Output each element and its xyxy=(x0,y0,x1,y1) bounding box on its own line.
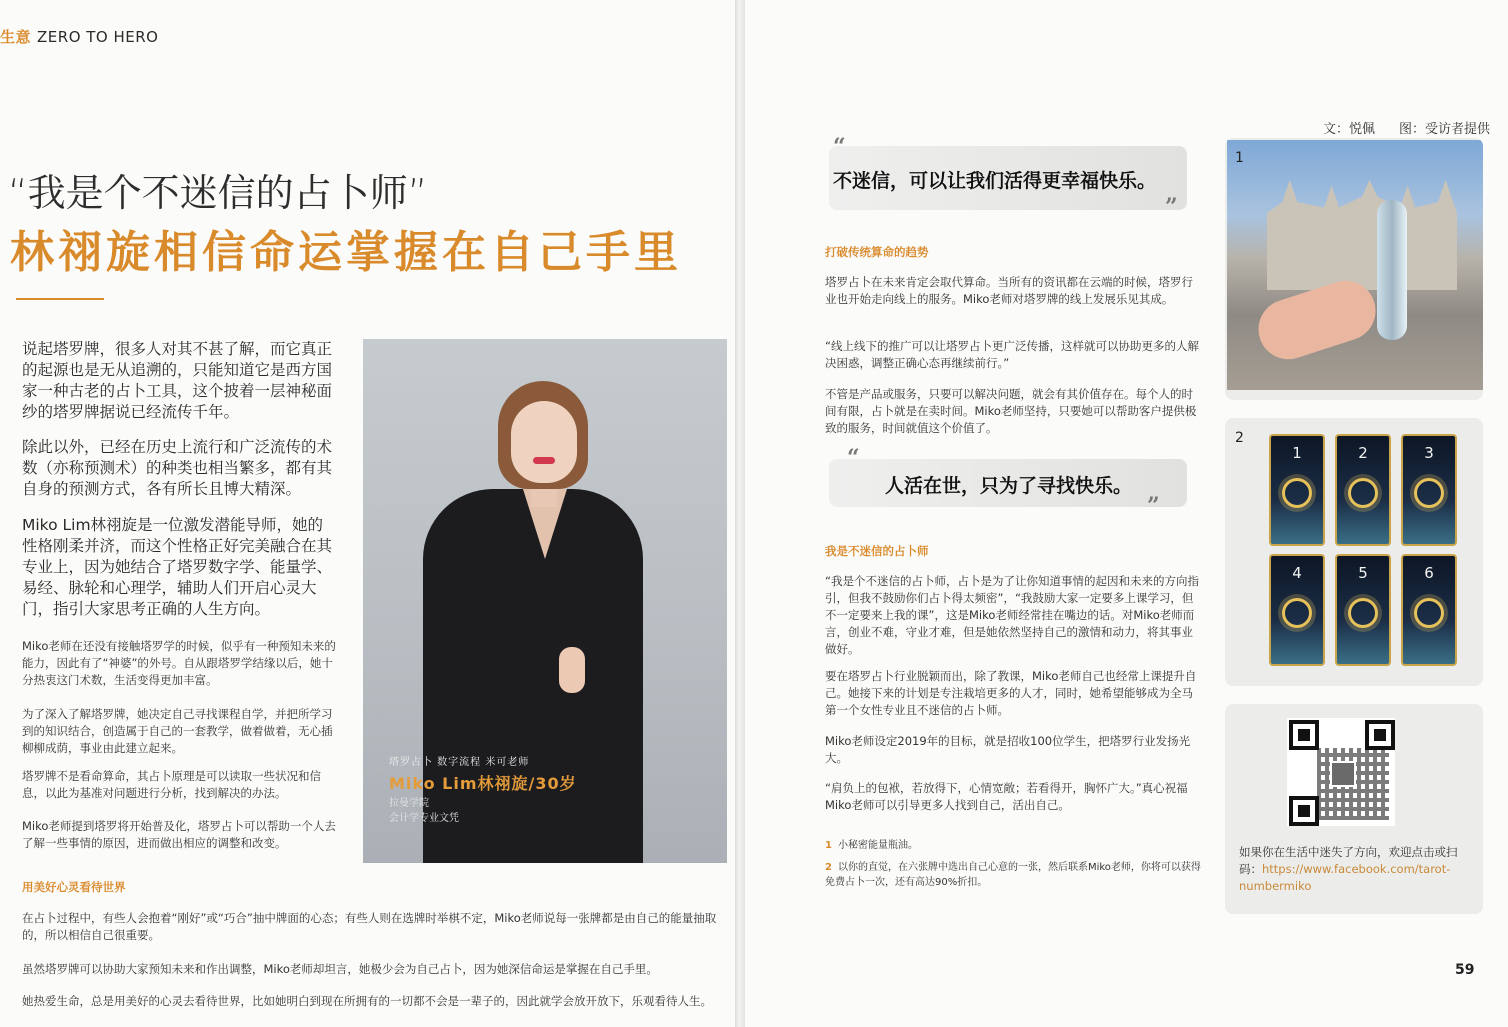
photo-credit: 图：受访者提供 xyxy=(1399,122,1491,137)
wide-paragraph: 虽然塔罗牌可以协助大家预知未来和作出调整，Miko老师却坦言，她极少会为自己占卜，因为她深信命运是掌握在自己手里。 xyxy=(22,962,658,976)
body-paragraph: 为了深入了解塔罗牌，她决定自己寻找课程自学，并把所学习到的知识结合，创造属于自己的一套教学，做着做着，无心插柳柳成荫，事业由此建立起来。 xyxy=(22,707,333,755)
headline-quote: “我是个不迷信的占卜师” xyxy=(8,171,428,215)
subheading: 用美好心灵看待世界 xyxy=(22,880,126,894)
note-item: 2 以你的直觉，在六张牌中选出自己心意的一张，然后联系Miko老师，你将可以获得免费占卜一次，还有高达90%折扣。 xyxy=(825,862,1201,888)
qr-caption-text: 如果你在生活中迷失了方向，欢迎点击或扫码： xyxy=(1239,845,1458,876)
sun-icon xyxy=(1282,478,1312,508)
tarot-cards-box xyxy=(1225,418,1483,686)
sun-icon xyxy=(1348,598,1378,628)
wide-paragraph: 在占卜过程中，有些人会抱着“刚好”或“巧合”抽中牌面的心态；有些人则在选牌时举棋不定，Miko老师说每一张牌都是由自己的能量抽取的，所以相信自己很重要。 xyxy=(22,911,717,942)
body-paragraph: 塔罗牌不是看命算命，其占卜原理是可以读取一些状况和信息，以此为基准对问题进行分析，找到解决的办法。 xyxy=(22,769,321,800)
open-quote-icon: “ xyxy=(833,134,846,160)
body-paragraph: “线上线下的推广可以让塔罗占卜更广泛传播，这样就可以协助更多的人解决困惑，调整正确心态再继续前行。” xyxy=(825,339,1199,370)
pull-quote-2 xyxy=(829,445,1187,519)
tarot-card[interactable]: 2 xyxy=(1335,434,1391,546)
qr-avatar xyxy=(1330,761,1356,787)
photo-caption-role: 塔罗占卜 数字流程 米可老师 xyxy=(389,757,530,768)
body-paragraph: Miko老师设定2019年的目标，就是招收100位学生，把塔罗行业发扬光大。 xyxy=(825,734,1191,765)
body-paragraph: Miko老师在还没有接触塔罗学的时候，似乎有一种预知未来的能力，因此有了“神婆”的外号。自从跟塔罗学结缘以后，她十分热衷这门术数，生活变得更加丰富。 xyxy=(22,639,336,687)
body-paragraph: 塔罗占卜在未来肯定会取代算命。当所有的资讯都在云端的时候，塔罗行业也开始走向线上的服务。Miko老师对塔罗牌的线上发展乐见其成。 xyxy=(825,275,1193,306)
education-school: 拉曼学院 xyxy=(389,798,429,809)
wide-paragraph: 她热爱生命，总是用美好的心灵去看待世界，比如她明白到现在所拥有的一切都不会是一辈子的，因此就学会放开放下，乐观看待人生。 xyxy=(22,994,712,1008)
article-credits xyxy=(1323,118,1490,137)
sun-icon xyxy=(1348,478,1378,508)
box-number: 1 xyxy=(1235,150,1244,166)
cathedral-shape xyxy=(1267,180,1457,290)
headline-main: 林祤旋相信命运掌握在自己手里 xyxy=(10,227,682,278)
intro-paragraph: 说起塔罗牌，很多人对其不甚了解，而它真正的起源也是无从追溯的，只能知道它是西方国家一种古老的占卜工具，这个披着一层神秘面纱的塔罗牌据说已经流传千年。 xyxy=(22,340,333,421)
writer-credit: 文：悦佩 xyxy=(1323,122,1376,137)
body-paragraph: “肩负上的包袱，若放得下，心情宽敞；若看得开，胸怀广大。”真心祝福Miko老师可以引导更多人找到自己，活出自己。 xyxy=(825,781,1188,812)
sun-icon xyxy=(1414,598,1444,628)
intro-paragraph: 除此以外，已经在历史上流行和广泛流传的术数（亦称预测术）的种类也相当繁多，都有其自身的预测方式，各有所长且博大精深。 xyxy=(22,438,333,498)
tarot-card[interactable]: 5 xyxy=(1335,554,1391,666)
milan-cathedral-photo xyxy=(1227,140,1483,390)
photo-box-1 xyxy=(1225,138,1483,400)
tarot-card[interactable]: 6 xyxy=(1401,554,1457,666)
section-label xyxy=(0,26,159,47)
body-paragraph: “我是个不迷信的占卜师，占卜是为了让你知道事情的起因和未来的方向指引，但我不鼓励你们占卜得太频密”，“我鼓励大家一定要多上课学习，但不一定要来上我的课”，这是Miko老师经常挂在嘴边的话。对Miko老师而言，创业不难，守业才难，但是她依然坚持自己的激情和动力，将其事业做好。 xyxy=(825,574,1199,656)
subheading: 打破传统算命的趋势 xyxy=(825,245,929,259)
qr-code-icon[interactable] xyxy=(1287,718,1395,826)
note-item: 1 小秘密能量瓶油。 xyxy=(825,840,918,851)
qr-finder xyxy=(1365,720,1395,750)
tarot-card[interactable]: 3 xyxy=(1401,434,1457,546)
pull-quote-text: 人活在世，只为了寻找快乐。 xyxy=(885,475,1133,497)
close-quote-icon: ” xyxy=(1165,194,1178,220)
sun-icon xyxy=(1414,478,1444,508)
section-accent: 生意 xyxy=(0,28,32,46)
page-gutter xyxy=(735,0,745,1027)
intro-paragraph: Miko Lim林祤旋是一位激发潜能导师，她的性格刚柔并济，而这个性格正好完美融合在其专业上，因为她结合了塔罗数字学、能量学、易经、脉轮和心理学，辅助人们开启心灵大门，指引大家思考正确的人生方向。 xyxy=(22,516,333,618)
title-divider xyxy=(16,298,104,300)
photo-caption-name: Miko Lim林祤旋/30岁 xyxy=(389,774,577,793)
body-paragraph: 不管是产品或服务，只要可以解决问题，就会有其价值存在。每个人的时间有限，占卜就是在卖时间。Miko老师坚持，只要她可以帮助客户提供极致的服务，时间就值这个价值了。 xyxy=(825,387,1197,435)
tarot-card[interactable]: 1 xyxy=(1269,434,1325,546)
qr-finder xyxy=(1289,796,1319,826)
qr-box xyxy=(1225,704,1483,914)
body-paragraph: Miko老师提到塔罗将开始普及化，塔罗占卜可以帮助一个人去了解一些事情的原因，进而做出相应的调整和改变。 xyxy=(22,819,336,850)
photo-face xyxy=(511,401,577,483)
qr-caption xyxy=(1239,844,1475,895)
body-paragraph: 要在塔罗占卜行业脱颖而出，除了教课，Miko老师自己也经常上课提升自己。她接下来的计划是专注栽培更多的人才，同时，她希望能够成为全马第一个女性专业且不迷信的占卜师。 xyxy=(825,669,1197,717)
section-name: ZERO TO HERO xyxy=(37,28,159,46)
photo-lips xyxy=(533,457,555,464)
crystal-bottle xyxy=(1377,200,1407,340)
left-page xyxy=(0,0,735,1027)
qr-finder xyxy=(1289,720,1319,750)
right-page xyxy=(745,0,1508,1027)
pull-quote-1 xyxy=(829,134,1187,220)
subheading: 我是不迷信的占卜师 xyxy=(825,544,929,558)
portrait-photo xyxy=(363,339,727,863)
pull-quote-text: 不迷信，可以让我们活得更幸福快乐。 xyxy=(833,170,1157,192)
photo-hand xyxy=(559,647,585,693)
sun-icon xyxy=(1282,598,1312,628)
open-quote-icon: “ xyxy=(847,445,860,471)
education-diploma: 会计学专业文凭 xyxy=(389,813,459,824)
box-number: 2 xyxy=(1235,430,1244,446)
photo-caption-education xyxy=(389,796,459,826)
tarot-card[interactable]: 4 xyxy=(1269,554,1325,666)
page-number: 59 xyxy=(1455,962,1475,978)
close-quote-icon: ” xyxy=(1147,493,1160,519)
facebook-link[interactable]: https://www.facebook.com/tarot-numbermiko xyxy=(1239,862,1451,893)
